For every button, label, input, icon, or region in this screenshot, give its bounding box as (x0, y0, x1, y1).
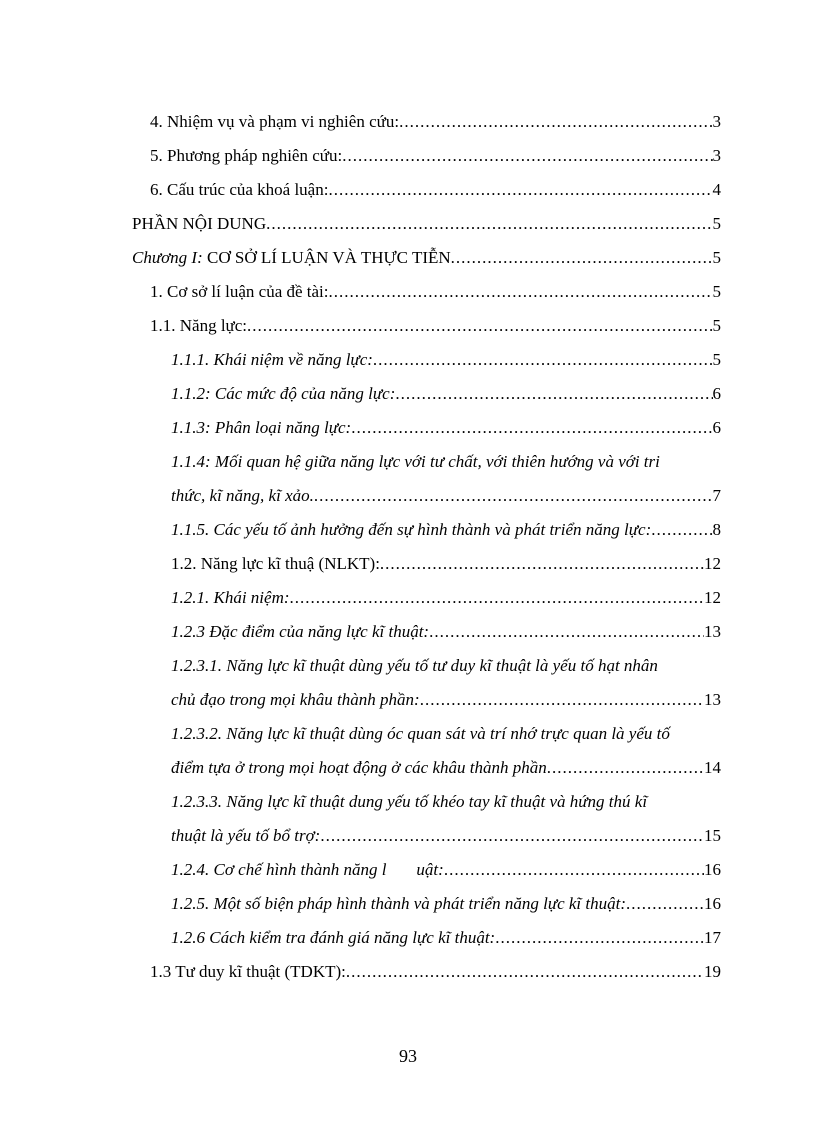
toc-entry-line1: 1.1.4: Mối quan hệ giữa năng lực với tư chất, với thiên hướng và với tri (171, 452, 660, 471)
toc-leader-dots (266, 207, 712, 241)
toc-leader-dots (314, 479, 713, 513)
toc-entry-text: 1.1.5. Các yếu tố ảnh hưởng đến sự hình thành và phát triển năng lực: (171, 520, 652, 539)
toc-leader-dots (351, 411, 712, 445)
toc-entry-text: 1.1.1. Khái niệm về năng lực: (171, 350, 373, 369)
toc-entry-text: 1.2.3 Đặc điểm của năng lực kĩ thuật: (171, 622, 430, 641)
toc-entry-page: 7 (712, 486, 721, 505)
toc-leader-dots (547, 751, 704, 785)
toc-leader-dots (626, 887, 704, 921)
toc-entry (171, 921, 721, 955)
toc-leader-dots (342, 139, 712, 173)
toc-leader-dots (444, 853, 704, 887)
toc-entry-text: chủ đạo trong mọi khâu thành phần: (171, 690, 420, 709)
toc-entry (171, 751, 721, 785)
toc-leader-dots (247, 309, 712, 343)
toc-leader-dots (429, 615, 704, 649)
toc-entry-page: 3 (712, 112, 721, 131)
toc-entry-page: 8 (712, 520, 721, 539)
toc-entry-page: 3 (712, 146, 721, 165)
toc-leader-dots (495, 921, 704, 955)
toc-entry-text: điểm tựa ở trong mọi hoạt động ở các khâu thành phần (171, 758, 547, 777)
toc-leader-dots (451, 241, 713, 275)
toc-entry (150, 955, 721, 989)
chapter-prefix: Chương I: (132, 248, 203, 267)
toc-entry (150, 173, 721, 207)
toc-leader-dots (395, 377, 712, 411)
toc-entry-text: CƠ SỞ LÍ LUẬN VÀ THỰC TIỄN (202, 248, 451, 267)
toc-entry-page: 4 (712, 180, 721, 199)
toc-entry-text: 1.3 Tư duy kĩ thuật (TDKT): (150, 962, 346, 981)
toc-entry-page: 12 (704, 554, 721, 573)
toc-entry-page: 5 (712, 316, 721, 335)
toc-leader-dots (346, 955, 704, 989)
toc-entry-page: 19 (704, 962, 721, 981)
toc-entry (171, 887, 721, 921)
toc-entry-text: 4. Nhiệm vụ và phạm vi nghiên cứu: (150, 112, 400, 131)
toc-entry-line1: 1.2.3.3. Năng lực kĩ thuật dung yếu tố khéo tay kĩ thuật và hứng thú kĩ (171, 792, 648, 811)
toc-entry-text: thức, kĩ năng, kĩ xảo. (171, 486, 314, 505)
toc-leader-dots (420, 683, 704, 717)
toc-entry-text: 5. Phương pháp nghiên cứu: (150, 146, 343, 165)
toc-entry (171, 581, 721, 615)
toc-entry (171, 377, 721, 411)
toc-leader-dots (651, 513, 712, 547)
toc-entry-page: 13 (704, 690, 721, 709)
toc-entry-text: 1.2.4. Cơ chế hình thành năng l (171, 860, 387, 879)
toc-leader-dots (320, 819, 704, 853)
toc-entry (171, 819, 721, 853)
toc-entry (171, 513, 721, 547)
toc-entry-page: 6 (712, 418, 721, 437)
toc-entry-text: 1.2.6 Cách kiểm tra đánh giá năng lực kĩ thuật: (171, 928, 496, 947)
toc-entry-page: 17 (704, 928, 721, 947)
toc-entry-page: 16 (704, 894, 721, 913)
toc-leader-dots (329, 275, 713, 309)
toc-leader-dots (328, 173, 712, 207)
toc-entry-page: 15 (704, 826, 721, 845)
toc-entry-text: 1.1.2: Các mức độ của năng lực: (171, 384, 396, 403)
toc-entry-text: 1. Cơ sở lí luận của đề tài: (150, 282, 329, 301)
toc-entry-text: 1.2. Năng lực kĩ thuậ (NLKT): (171, 554, 380, 573)
toc-leader-dots (290, 581, 704, 615)
toc-entry-page: 16 (704, 860, 721, 879)
toc-entry-text: 1.1. Năng lực: (150, 316, 248, 335)
toc-entry (150, 105, 721, 139)
toc-entry (171, 615, 721, 649)
toc-entry (132, 207, 721, 241)
toc-entry (171, 411, 721, 445)
toc-entry-text: 1.2.1. Khái niệm: (171, 588, 290, 607)
toc-entry-page: 5 (712, 214, 721, 233)
page-number: 93 (399, 1046, 417, 1066)
toc-entry-page: 13 (704, 622, 721, 641)
toc-entry-page: 12 (704, 588, 721, 607)
toc-entry (171, 853, 721, 887)
toc-entry-page: 5 (712, 248, 721, 267)
toc-entry (150, 275, 721, 309)
toc-entry (150, 139, 721, 173)
toc-entry (132, 241, 721, 275)
toc-entry (171, 343, 721, 377)
toc-entry-page: 6 (712, 384, 721, 403)
toc-leader-dots (380, 547, 704, 581)
toc-entry (150, 309, 721, 343)
toc-entry-text: 6. Cấu trúc của khoá luận: (150, 180, 329, 199)
toc-entry-page: 5 (712, 282, 721, 301)
toc-leader-dots (373, 343, 713, 377)
toc-entry-text: PHẦN NỘI DUNG (132, 214, 267, 233)
toc-leader-dots (399, 105, 712, 139)
toc-entry-page: 14 (704, 758, 721, 777)
toc-entry (171, 547, 721, 581)
toc-entry (171, 683, 721, 717)
toc-entry-text: thuật là yếu tố bổ trợ: (171, 826, 321, 845)
toc-entry (171, 479, 721, 513)
toc-entry-page: 5 (712, 350, 721, 369)
toc-entry-line1: 1.2.3.1. Năng lực kĩ thuật dùng yếu tố tư duy kĩ thuật là yếu tố hạt nhân (171, 656, 658, 675)
toc-entry-text-tail: uật: (416, 860, 444, 879)
toc-entry-text: 1.2.5. Một số biện pháp hình thành và phát triển năng lực kĩ thuật: (171, 894, 627, 913)
toc-entry-text: 1.1.3: Phân loại năng lực: (171, 418, 352, 437)
toc-entry-line1: 1.2.3.2. Năng lực kĩ thuật dùng óc quan sát và trí nhớ trực quan là yếu tố (171, 724, 670, 743)
